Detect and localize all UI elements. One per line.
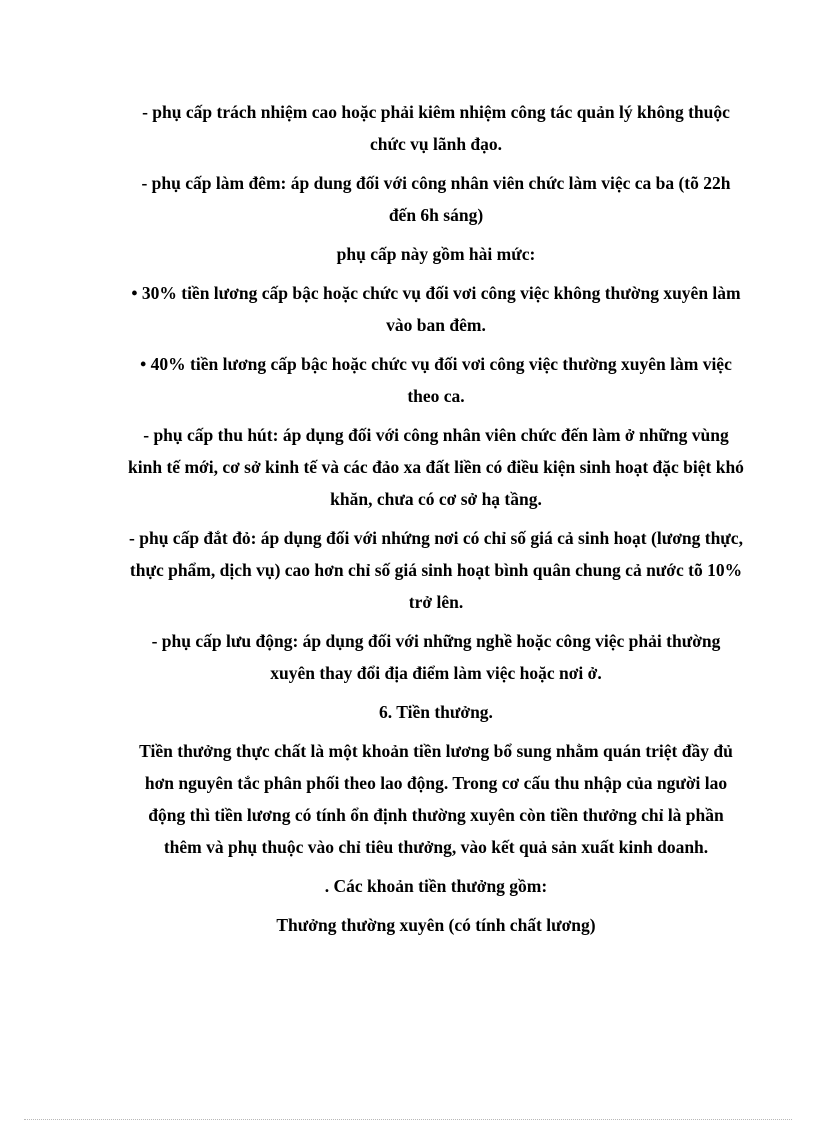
paragraph-level-40-percent: • 40% tiền lương cấp bậc hoặc chức vụ đối vơi công việc thường xuyên làm việc theo ca.	[140, 354, 732, 406]
paragraph-attraction-allowance: - phụ cấp thu hút: áp dụng đối với công nhân viên chức đến làm ở những vùng kinh tế mới, cơ sở kinh tế và các đảo xa đất liền có điều kiện sinh hoạt đặc biệt khó khăn, chưa có cơ sở hạ tầng.	[128, 425, 744, 509]
paragraph-responsibility-allowance: - phụ cấp trách nhiệm cao hoặc phải kiêm nhiệm công tác quản lý không thuộc chức vụ lãnh đạo.	[142, 102, 730, 154]
paragraph-night-shift-allowance: - phụ cấp làm đêm: áp dung đối với công nhân viên chức làm việc ca ba (tõ 22h đến 6h sáng)	[141, 173, 731, 225]
paragraph-regular-bonus: Thưởng thường xuyên (có tính chất lương)	[276, 915, 596, 935]
paragraph-bonus-definition: Tiền thưởng thực chất là một khoản tiền lương bổ sung nhằm quán triệt đầy đủ hơn nguyên tắc phân phối theo lao động. Trong cơ cấu thu nhập của người lao động thì tiền lương có tính ổn định thường xuyên còn tiền thưởng chỉ là phần thêm và phụ thuộc vào chỉ tiêu thưởng, vào kết quả sản xuất kinh doanh.	[139, 741, 733, 857]
page-bottom-divider	[24, 1119, 792, 1120]
paragraph-bonus-types-intro: . Các khoản tiền thưởng gồm:	[324, 876, 548, 896]
paragraph-high-cost-allowance: - phụ cấp đắt đỏ: áp dụng đối với nhứng nơi có chỉ số giá cả sinh hoạt (lương thực, thực phẩm, dịch vụ) cao hơn chỉ số giá sinh hoạt bình quân chung cả nước tõ 10% trở lên.	[129, 528, 743, 612]
section-heading-bonus: 6. Tiền thưởng.	[379, 702, 493, 722]
document-body	[128, 96, 744, 948]
paragraph-two-levels: phụ cấp này gồm hài mức:	[336, 244, 536, 264]
paragraph-level-30-percent: • 30% tiền lương cấp bậc hoặc chức vụ đối vơi công việc không thường xuyên làm vào ban đêm.	[131, 283, 741, 335]
paragraph-mobility-allowance: - phụ cấp lưu động: áp dụng đối với những nghề hoặc công việc phải thường xuyên thay đổi địa điểm làm việc hoặc nơi ở.	[151, 631, 721, 683]
